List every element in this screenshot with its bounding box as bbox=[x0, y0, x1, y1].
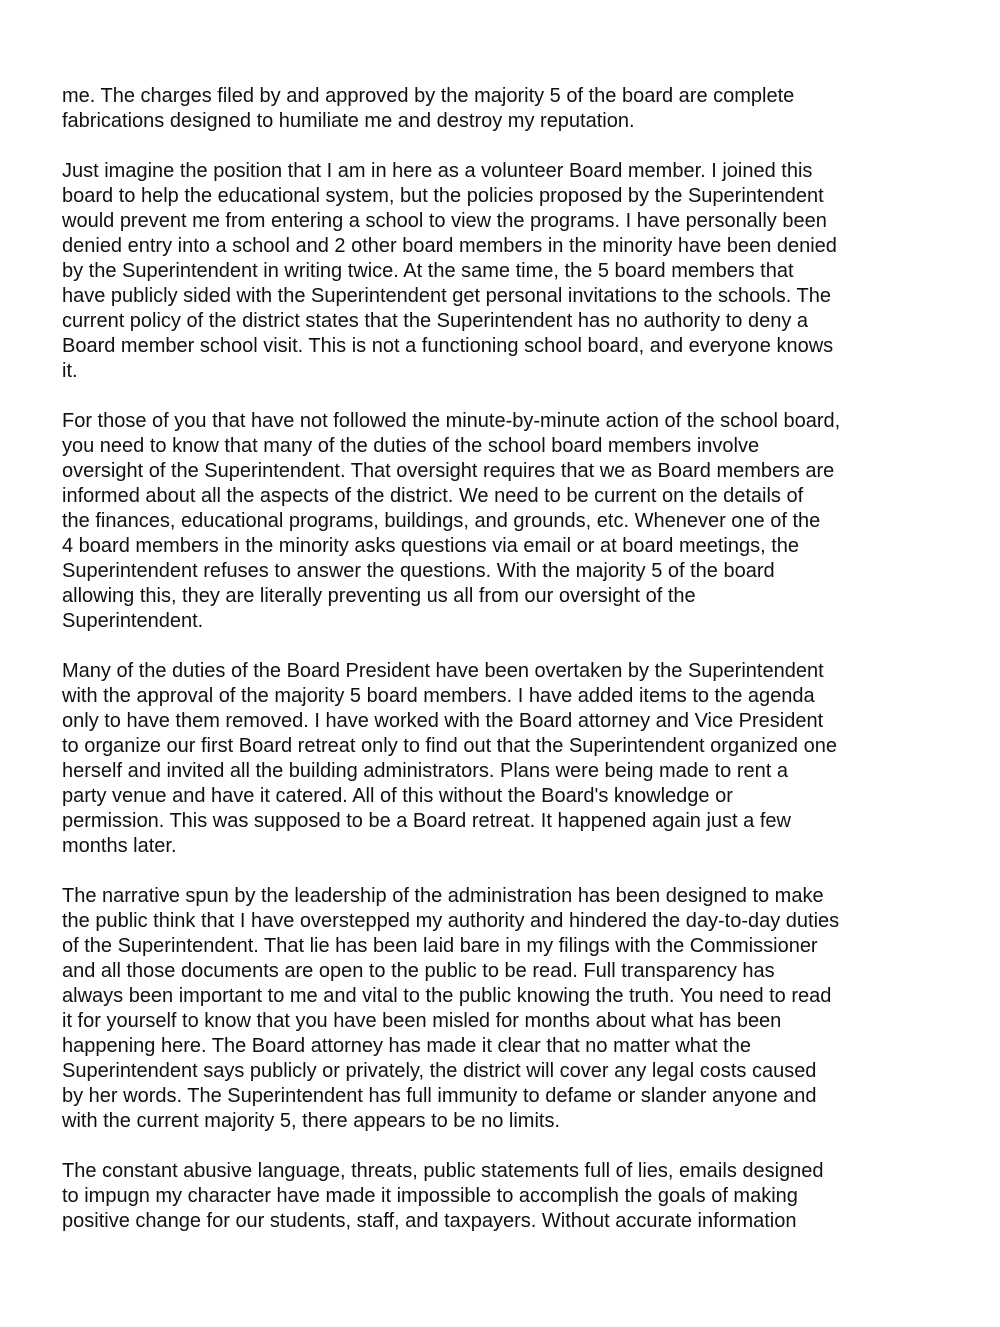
text-line: denied entry into a school and 2 other board members in the minority have been denied bbox=[62, 235, 837, 257]
text-line: herself and invited all the building administrators. Plans were being made to rent a bbox=[62, 760, 788, 782]
text-line: of the Superintendent. That lie has been laid bare in my filings with the Commissioner bbox=[62, 935, 818, 957]
paragraph-6 bbox=[62, 1159, 942, 1234]
text-line: Superintendent. bbox=[62, 610, 204, 632]
text-line: allowing this, they are literally preventing us all from our oversight of the bbox=[62, 585, 696, 607]
text-line: Superintendent says publicly or privately, the district will cover any legal costs caused bbox=[62, 1060, 817, 1082]
text-line: The constant abusive language, threats, public statements full of lies, emails designed bbox=[62, 1160, 824, 1182]
text-line: current policy of the district states that the Superintendent has no authority to deny a bbox=[62, 310, 808, 332]
text-line: board to help the educational system, but the policies proposed by the Superintendent bbox=[62, 185, 824, 207]
text-line: to impugn my character have made it impossible to accomplish the goals of making bbox=[62, 1185, 798, 1207]
text-line: positive change for our students, staff, and taxpayers. Without accurate information bbox=[62, 1210, 797, 1232]
paragraph-5 bbox=[62, 884, 942, 1134]
text-line: only to have them removed. I have worked with the Board attorney and Vice President bbox=[62, 710, 824, 732]
text-line: For those of you that have not followed the minute-by-minute action of the school board, bbox=[62, 410, 841, 432]
text-line: it. bbox=[62, 360, 78, 382]
text-line: the finances, educational programs, buildings, and grounds, etc. Whenever one of the bbox=[62, 510, 821, 532]
text-line: The narrative spun by the leadership of the administration has been designed to make bbox=[62, 885, 824, 907]
text-line: Just imagine the position that I am in here as a volunteer Board member. I joined this bbox=[62, 160, 813, 182]
text-line: 4 board members in the minority asks questions via email or at board meetings, the bbox=[62, 535, 800, 557]
text-line: would prevent me from entering a school to view the programs. I have personally been bbox=[62, 210, 827, 232]
paragraph-2 bbox=[62, 159, 942, 384]
text-line: me. The charges filed by and approved by the majority 5 of the board are complete bbox=[62, 85, 795, 107]
text-line: always been important to me and vital to the public knowing the truth. You need to read bbox=[62, 985, 832, 1007]
text-line: and all those documents are open to the public to be read. Full transparency has bbox=[62, 960, 775, 982]
text-line: permission. This was supposed to be a Board retreat. It happened again just a few bbox=[62, 810, 791, 832]
text-line: informed about all the aspects of the district. We need to be current on the details of bbox=[62, 485, 804, 507]
paragraph-3 bbox=[62, 409, 942, 634]
text-line: the public think that I have overstepped my authority and hindered the day-to-day duties bbox=[62, 910, 840, 932]
text-line: it for yourself to know that you have been misled for months about what has been bbox=[62, 1010, 782, 1032]
text-line: with the approval of the majority 5 board members. I have added items to the agenda bbox=[62, 685, 815, 707]
text-line: Board member school visit. This is not a functioning school board, and everyone knows bbox=[62, 335, 834, 357]
paragraph-1 bbox=[62, 84, 942, 134]
text-line: Many of the duties of the Board President have been overtaken by the Superintendent bbox=[62, 660, 824, 682]
text-line: by the Superintendent in writing twice. At the same time, the 5 board members that bbox=[62, 260, 794, 282]
text-line: happening here. The Board attorney has made it clear that no matter what the bbox=[62, 1035, 751, 1057]
text-line: months later. bbox=[62, 835, 177, 857]
text-line: with the current majority 5, there appears to be no limits. bbox=[62, 1110, 561, 1132]
text-line: Superintendent refuses to answer the questions. With the majority 5 of the board bbox=[62, 560, 775, 582]
text-line: party venue and have it catered. All of this without the Board's knowledge or bbox=[62, 785, 733, 807]
text-line: have publicly sided with the Superintendent get personal invitations to the schools. The bbox=[62, 285, 832, 307]
paragraph-4 bbox=[62, 659, 942, 859]
text-line: to organize our first Board retreat only to find out that the Superintendent organized one bbox=[62, 735, 837, 757]
text-line: oversight of the Superintendent. That oversight requires that we as Board members are bbox=[62, 460, 835, 482]
document-body bbox=[62, 84, 942, 1259]
text-line: you need to know that many of the duties of the school board members involve bbox=[62, 435, 760, 457]
text-line: fabrications designed to humiliate me and destroy my reputation. bbox=[62, 110, 635, 132]
text-line: by her words. The Superintendent has full immunity to defame or slander anyone and bbox=[62, 1085, 817, 1107]
